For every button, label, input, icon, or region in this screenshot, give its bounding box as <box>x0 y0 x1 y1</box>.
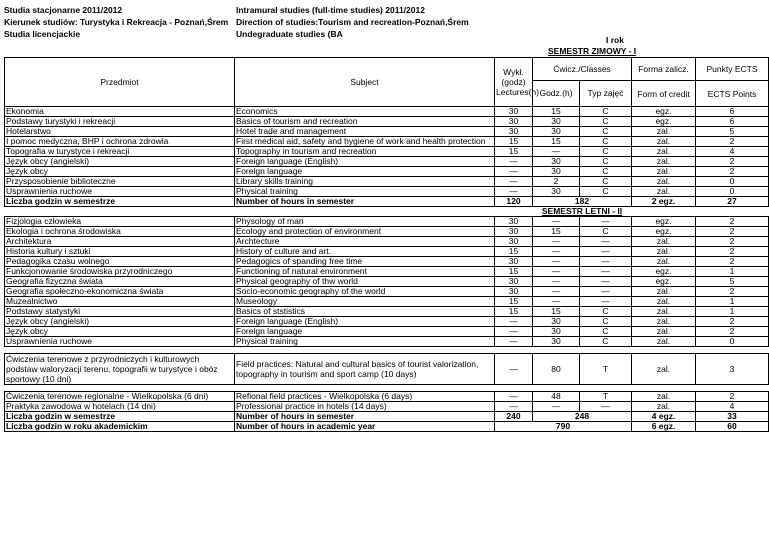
course-name-en: Basics of tourism and recreation <box>235 117 495 127</box>
credit-form: zal. <box>632 247 696 257</box>
lecture-hours: — <box>495 354 533 385</box>
table-row <box>5 177 769 187</box>
class-type: — <box>580 297 632 307</box>
credit-form: egz. <box>632 107 696 117</box>
course-name-en: Physical training <box>235 337 495 347</box>
table-row <box>5 117 769 127</box>
lecture-hours: 30 <box>495 127 533 137</box>
class-hours: — <box>533 402 580 412</box>
class-type: — <box>580 277 632 287</box>
class-hours: — <box>533 277 580 287</box>
course-name-pl: Ekologia i ochrona środowiska <box>5 227 235 237</box>
credit-form: zal. <box>632 317 696 327</box>
credit-form: zal. <box>632 177 696 187</box>
ects-points: 2 <box>696 227 769 237</box>
credit-form: egz. <box>632 277 696 287</box>
ects-points: 0 <box>696 187 769 197</box>
course-name-pl: Ćwiczenia terenowe z przyrodniczych i kulturowych podstaw waloryzacji terenu, topografii w turystyce i obóz sportowy (10 dni) <box>5 354 235 385</box>
total-lecture-hours: 120 <box>495 197 533 207</box>
total-credit-form: 2 egz. <box>632 197 696 207</box>
lecture-hours: 15 <box>495 137 533 147</box>
class-type: T <box>580 392 632 402</box>
lecture-hours: 15 <box>495 297 533 307</box>
lecture-hours: 15 <box>495 247 533 257</box>
blank-cell <box>5 207 533 217</box>
table-row <box>5 227 769 237</box>
ects-points: 2 <box>696 247 769 257</box>
ects-points: 4 <box>696 402 769 412</box>
lecture-hours: 30 <box>495 107 533 117</box>
header-row-1 <box>5 58 769 81</box>
course-name-en: Physical geography of thw world <box>235 277 495 287</box>
ects-points: 1 <box>696 267 769 277</box>
class-hours: — <box>533 147 580 157</box>
class-hours: — <box>533 297 580 307</box>
course-name-pl: Język obcy (angielski) <box>5 317 235 327</box>
class-type: — <box>580 247 632 257</box>
ects-points: 4 <box>696 147 769 157</box>
curriculum-table <box>4 57 769 432</box>
header-en-line2: Direction of studies:Tourism and recreation-Poznań,Śrem <box>236 17 469 27</box>
credit-form: zal. <box>632 167 696 177</box>
class-type: C <box>580 157 632 167</box>
ects-points: 5 <box>696 277 769 287</box>
class-hours: — <box>533 247 580 257</box>
course-name-en: Pedagogics of spanding free time <box>235 257 495 267</box>
total-label-pl: Liczba godzin w semestrze <box>5 412 235 422</box>
class-type: C <box>580 317 632 327</box>
column-header-form: Forma zalicz. <box>632 58 696 81</box>
credit-form: zal. <box>632 147 696 157</box>
column-header-points-en: ECTS Points <box>696 81 769 107</box>
class-hours: 15 <box>533 227 580 237</box>
class-type: C <box>580 107 632 117</box>
class-hours: — <box>533 267 580 277</box>
header-pl-line2: Kierunek studiów: Turystyka i Rekreacja - Poznań,Śrem <box>4 17 229 27</box>
year-total-row <box>5 422 769 432</box>
course-name-en: Physology of man <box>235 217 495 227</box>
column-header-type: Typ zajęć <box>580 81 632 107</box>
total-lecture-hours: 240 <box>495 412 533 422</box>
lecture-hours: — <box>495 167 533 177</box>
class-hours: 15 <box>533 107 580 117</box>
summer-total-row <box>5 412 769 422</box>
table-row <box>5 167 769 177</box>
lecture-hours: 30 <box>495 287 533 297</box>
course-name-pl: Język obcy <box>5 327 235 337</box>
spacer-row <box>5 347 769 354</box>
total-class-hours: 248 <box>533 412 632 422</box>
credit-form: zal. <box>632 402 696 412</box>
ects-points: 2 <box>696 157 769 167</box>
credit-form: zal. <box>632 157 696 167</box>
credit-form: egz. <box>632 227 696 237</box>
column-header-form-en: Form of credit <box>632 81 696 107</box>
ects-points: 2 <box>696 327 769 337</box>
semester-summer-label: SEMESTR LETNI - II <box>541 206 623 216</box>
course-name-pl: Pedagogika czasu wolnego <box>5 257 235 267</box>
year-total-credit-form: 6 egz. <box>632 422 696 432</box>
lecture-hours: — <box>495 327 533 337</box>
header-pl-line1: Studia stacjonarne 2011/2012 <box>4 5 123 15</box>
semester-winter-label: SEMESTR ZIMOWY - I <box>548 46 637 56</box>
class-hours: 80 <box>533 354 580 385</box>
table-row <box>5 327 769 337</box>
year-label: I rok <box>606 35 624 45</box>
table-row <box>5 402 769 412</box>
ects-points: 3 <box>696 354 769 385</box>
winter-total-row <box>5 197 769 207</box>
column-header-points: Punkty ECTS <box>696 58 769 81</box>
course-name-pl: I pomoc medyczna, BHP i ochrona zdrowia <box>5 137 235 147</box>
course-name-pl: Topografia w turystyce i rekreacji <box>5 147 235 157</box>
ects-points: 2 <box>696 137 769 147</box>
class-type: T <box>580 354 632 385</box>
course-name-en: Professional practice in hotels (14 days) <box>235 402 495 412</box>
ects-points: 1 <box>696 297 769 307</box>
table-row <box>5 147 769 157</box>
ects-points: 2 <box>696 217 769 227</box>
table-row <box>5 107 769 117</box>
course-name-pl: Język obcy <box>5 167 235 177</box>
ects-points: 2 <box>696 167 769 177</box>
table-row <box>5 277 769 287</box>
course-name-en: Field practices: Natural and cultural basics of tourist valorization, topography in tourism and sport camp (10 days) <box>235 354 495 385</box>
total-class-hours: 182 <box>533 197 632 207</box>
lecture-hours: 30 <box>495 237 533 247</box>
class-type: C <box>580 167 632 177</box>
course-name-pl: Podstawy turystyki i rekreacji <box>5 117 235 127</box>
class-type: C <box>580 117 632 127</box>
course-name-en: Socio-economic geography of the world <box>235 287 495 297</box>
class-hours: 15 <box>533 137 580 147</box>
course-name-pl: Praktyka zawodowa w hotelach (14 dni) <box>5 402 235 412</box>
class-type: C <box>580 227 632 237</box>
ects-points: 5 <box>696 127 769 137</box>
class-hours: 30 <box>533 337 580 347</box>
ects-points: 2 <box>696 317 769 327</box>
ects-points: 1 <box>696 307 769 317</box>
table-row <box>5 217 769 227</box>
credit-form: egz. <box>632 217 696 227</box>
credit-form: zal. <box>632 297 696 307</box>
course-name-en: History of culture and art. <box>235 247 495 257</box>
ects-points: 2 <box>696 257 769 267</box>
course-name-pl: Podstawy statystyki <box>5 307 235 317</box>
class-hours: 30 <box>533 167 580 177</box>
table-row <box>5 317 769 327</box>
class-hours: 30 <box>533 317 580 327</box>
class-type: — <box>580 267 632 277</box>
table-row <box>5 392 769 402</box>
ects-points: 6 <box>696 107 769 117</box>
course-name-en: Library skills training <box>235 177 495 187</box>
blank-cell <box>632 207 769 217</box>
class-hours: 48 <box>533 392 580 402</box>
course-name-en: Topography in tourism and recreation <box>235 147 495 157</box>
table-body <box>5 58 769 432</box>
total-credit-form: 4 egz. <box>632 412 696 422</box>
credit-form: zal. <box>632 237 696 247</box>
class-type: C <box>580 327 632 337</box>
course-name-en: Archtecture <box>235 237 495 247</box>
course-name-en: Economics <box>235 107 495 117</box>
lecture-hours: 30 <box>495 117 533 127</box>
course-name-en: Museology <box>235 297 495 307</box>
credit-form: zal. <box>632 187 696 197</box>
ects-points: 2 <box>696 287 769 297</box>
ects-points: 2 <box>696 237 769 247</box>
summer-semester-row <box>5 207 769 217</box>
credit-form: zal. <box>632 307 696 317</box>
course-name-pl: Funkcjonowanie środowiska przyrodniczego <box>5 267 235 277</box>
lecture-hours: — <box>495 177 533 187</box>
header-en-line3: Undegraduate studies (BA <box>236 29 343 39</box>
course-name-en: Refional field practices - Wielkopolska (6 days) <box>235 392 495 402</box>
year-total-label-pl: Liczba godzin w roku akademickim <box>5 422 235 432</box>
class-hours: 30 <box>533 127 580 137</box>
class-hours: 15 <box>533 307 580 317</box>
course-name-en: Foreign language <box>235 167 495 177</box>
class-type: — <box>580 257 632 267</box>
course-name-pl: Usprawnienia ruchowe <box>5 337 235 347</box>
class-type: — <box>580 402 632 412</box>
credit-form: zal. <box>632 327 696 337</box>
lecture-hours: 30 <box>495 227 533 237</box>
course-name-pl: Fizjologia człowieka <box>5 217 235 227</box>
class-type: — <box>580 287 632 297</box>
course-name-en: Hotel trade and management <box>235 127 495 137</box>
class-hours: — <box>533 237 580 247</box>
year-total-ects-points: 60 <box>696 422 769 432</box>
table-row <box>5 287 769 297</box>
class-hours: — <box>533 287 580 297</box>
lecture-hours: — <box>495 392 533 402</box>
ects-points: 0 <box>696 337 769 347</box>
column-header-classes: Ćwicz./Classes <box>533 58 632 81</box>
table-row <box>5 127 769 137</box>
column-header-hours: Godz.(h) <box>533 81 580 107</box>
lecture-hours: — <box>495 317 533 327</box>
total-label-en: Number of hours in semester <box>235 412 495 422</box>
year-total-hours: 790 <box>495 422 632 432</box>
course-name-pl: Przysposobienie biblioteczne <box>5 177 235 187</box>
class-hours: 30 <box>533 157 580 167</box>
course-name-pl: Muzealnictwo <box>5 297 235 307</box>
column-header-lectures: Wykł. (godz) Lectures(h) <box>495 58 533 107</box>
credit-form: zal. <box>632 127 696 137</box>
course-name-en: Basics of ststistics <box>235 307 495 317</box>
course-name-en: Ecology and protection of environment <box>235 227 495 237</box>
total-label-pl: Liczba godzin w semestrze <box>5 197 235 207</box>
year-total-label-en: Number of hours in academic year <box>235 422 495 432</box>
class-type: — <box>580 217 632 227</box>
total-ects-points: 33 <box>696 412 769 422</box>
header-en-line1: Intramural studies (full-time studies) 2011/2012 <box>236 5 425 15</box>
column-header-przedmiot: Przedmiot <box>5 58 235 107</box>
class-type: C <box>580 127 632 137</box>
lecture-hours: 30 <box>495 257 533 267</box>
table-row <box>5 257 769 267</box>
table-row <box>5 337 769 347</box>
lecture-hours: — <box>495 337 533 347</box>
course-name-en: Functioning of natural environment <box>235 267 495 277</box>
course-name-en: Foreign language <box>235 327 495 337</box>
header-pl-line3: Studia licencjackie <box>4 29 81 39</box>
course-name-pl: Hotelarstwo <box>5 127 235 137</box>
lecture-hours: — <box>495 157 533 167</box>
class-type: C <box>580 137 632 147</box>
class-hours: 30 <box>533 117 580 127</box>
class-hours: 30 <box>533 327 580 337</box>
table-row <box>5 247 769 257</box>
lecture-hours: 15 <box>495 267 533 277</box>
course-name-pl: Ćwiczenia terenowe regionalne - Wielkopolska (6 dni) <box>5 392 235 402</box>
lecture-hours: 15 <box>495 307 533 317</box>
course-name-pl: Geografia społeczno-ekonomiczna świata <box>5 287 235 297</box>
class-hours: — <box>533 217 580 227</box>
class-type: — <box>580 237 632 247</box>
course-name-pl: Historia kultury i sztuki <box>5 247 235 257</box>
lecture-hours: — <box>495 402 533 412</box>
course-name-pl: Architektura <box>5 237 235 247</box>
class-hours: 30 <box>533 187 580 197</box>
class-type: C <box>580 177 632 187</box>
ects-points: 2 <box>696 392 769 402</box>
lecture-hours: 15 <box>495 147 533 157</box>
table-row <box>5 237 769 247</box>
table-row <box>5 354 769 385</box>
course-name-en: Physical training <box>235 187 495 197</box>
ects-points: 6 <box>696 117 769 127</box>
class-type: C <box>580 187 632 197</box>
course-name-pl: Geografia fizyczna świata <box>5 277 235 287</box>
total-ects-points: 27 <box>696 197 769 207</box>
ects-points: 0 <box>696 177 769 187</box>
spacer-cell <box>5 347 769 354</box>
class-hours: — <box>533 257 580 267</box>
course-name-en: Foreign language (English) <box>235 157 495 167</box>
class-type: C <box>580 147 632 157</box>
credit-form: egz. <box>632 117 696 127</box>
credit-form: egz. <box>632 267 696 277</box>
table-row <box>5 137 769 147</box>
class-type: C <box>580 307 632 317</box>
lecture-hours: 30 <box>495 217 533 227</box>
table-row <box>5 187 769 197</box>
table-row <box>5 297 769 307</box>
table-row <box>5 157 769 167</box>
class-hours: 2 <box>533 177 580 187</box>
course-name-en: First medical aid, safety and hygiene of work and health protection <box>235 137 495 147</box>
total-label-en: Number of hours in semester <box>235 197 495 207</box>
course-name-en: Foreign language (English) <box>235 317 495 327</box>
lecture-hours: — <box>495 187 533 197</box>
class-type: C <box>580 337 632 347</box>
credit-form: zal. <box>632 287 696 297</box>
table-row <box>5 267 769 277</box>
course-name-pl: Usprawnienia ruchowe <box>5 187 235 197</box>
credit-form: zal. <box>632 354 696 385</box>
lecture-hours: 30 <box>495 277 533 287</box>
credit-form: zal. <box>632 137 696 147</box>
credit-form: zal. <box>632 337 696 347</box>
table-row <box>5 307 769 317</box>
course-name-pl: Język obcy (angielski) <box>5 157 235 167</box>
column-header-subject: Subject <box>235 58 495 107</box>
course-name-pl: Ekonomia <box>5 107 235 117</box>
credit-form: zal. <box>632 392 696 402</box>
credit-form: zal. <box>632 257 696 267</box>
